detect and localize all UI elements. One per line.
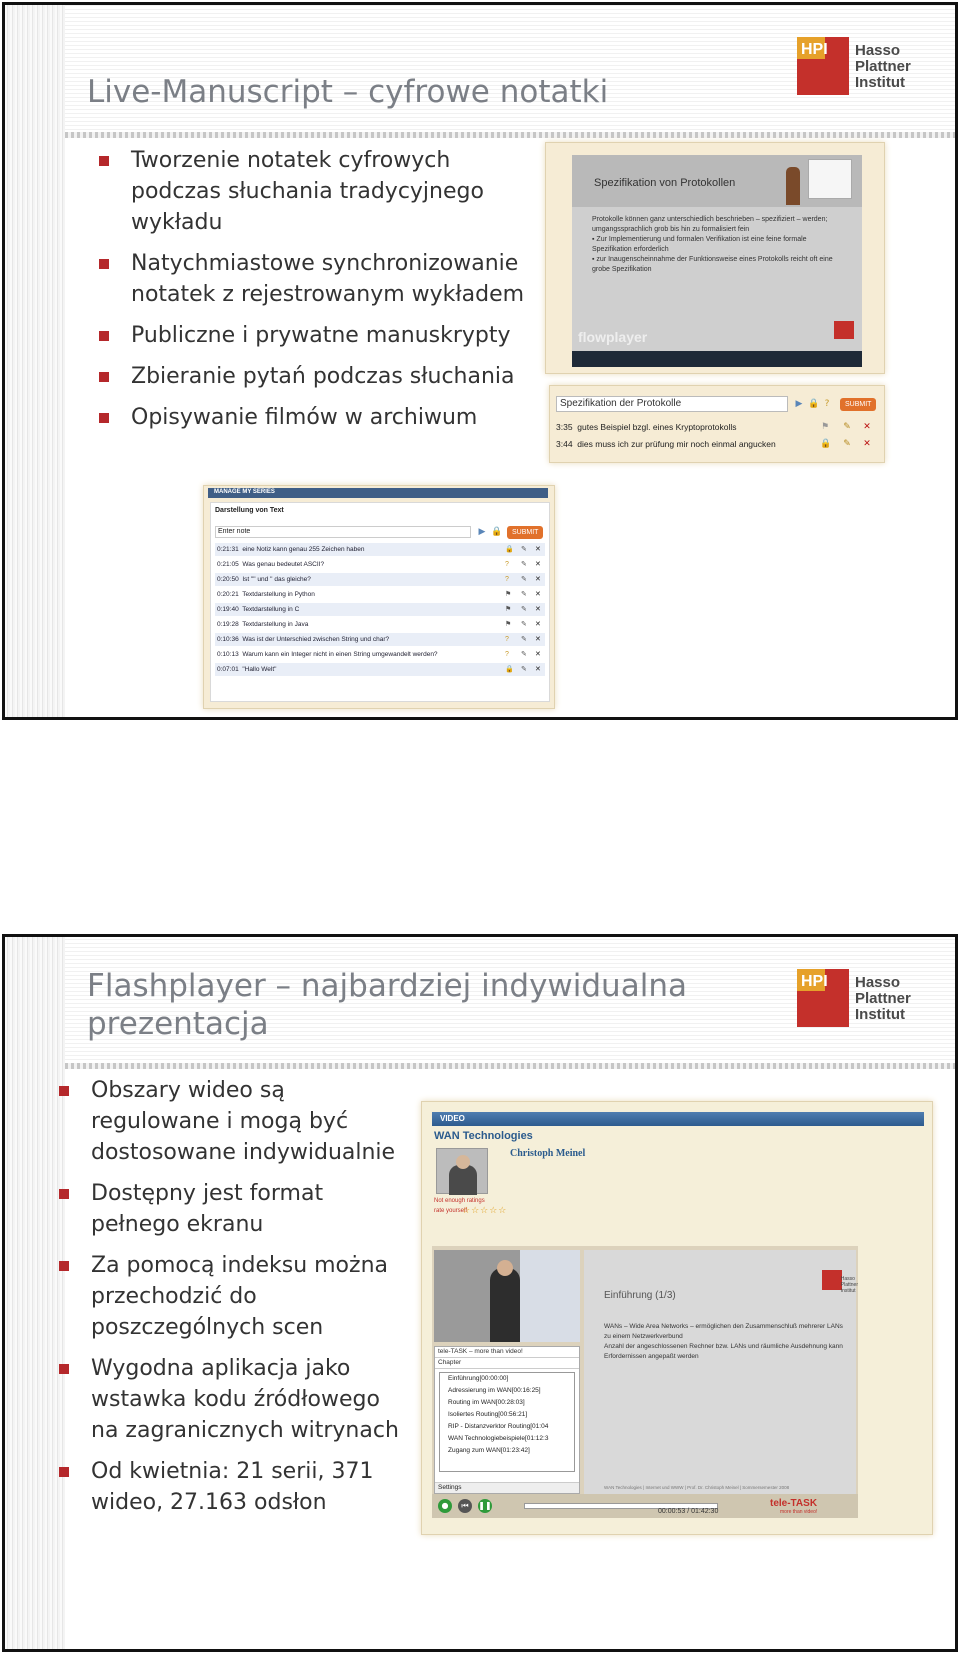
bullet-text: Natychmiastowe synchronizowanie notatek z rejestrowanym wykładem (131, 251, 525, 307)
bullet-square-icon (59, 1364, 69, 1374)
edit-icon[interactable]: ✎ (521, 636, 527, 643)
video-slide-body (592, 215, 842, 275)
question-icon[interactable]: ? (505, 576, 509, 583)
bullet-list (99, 145, 539, 443)
flag-icon[interactable]: ⚑ (505, 606, 512, 613)
logo-mark: HPI (801, 973, 828, 990)
note-time: 0:10:13 (217, 651, 239, 658)
bullet-square-icon (99, 331, 109, 341)
notes-panel-screenshot (549, 385, 885, 463)
slide-edge-decoration (5, 5, 65, 717)
delete-icon[interactable]: ✕ (535, 651, 541, 658)
lock-icon[interactable]: 🔒 (808, 399, 820, 409)
play-flag-icon[interactable]: ▶ (795, 399, 803, 409)
flag-icon[interactable]: ⚑ (505, 621, 512, 628)
play-flag-icon[interactable]: ▶ (478, 527, 486, 537)
edit-icon[interactable]: ✎ (521, 666, 527, 673)
slide-flashplayer (2, 934, 958, 1652)
bullet-item (99, 320, 539, 351)
edit-icon[interactable]: ✎ (521, 576, 527, 583)
author-photo (436, 1148, 488, 1194)
hpi-mini-logo-text: Hasso Plattner Institut (840, 1276, 858, 1294)
note-time: 0:21:31 (217, 546, 239, 553)
flashplayer-screenshot (421, 1101, 933, 1535)
chapter-panel (434, 1346, 580, 1494)
lock-icon[interactable]: 🔒 (505, 666, 514, 673)
slide-view[interactable] (584, 1250, 856, 1494)
video-slide-title: Spezifikation von Protokollen (594, 177, 736, 189)
record-icon[interactable]: ● (438, 1499, 452, 1513)
note-row[interactable] (556, 439, 776, 450)
chapter-brand: tele-TASK – more than video! (435, 1347, 579, 1358)
series-header-label: MANAGE MY SERIES (214, 489, 275, 495)
logo-line-1: Hasso (855, 974, 901, 991)
note-text: Was ist der Unterschied zwischen String und char? (242, 636, 390, 643)
title-divider (65, 1063, 955, 1069)
chapter-item[interactable]: Adressierung im WAN[00:16:25] (448, 1387, 541, 1394)
series-note-row[interactable] (215, 648, 545, 661)
video-control-bar[interactable] (572, 351, 862, 367)
logo-line-1: Hasso (855, 42, 901, 59)
note-text: Was genau bedeutet ASCII? (242, 561, 325, 568)
edit-icon[interactable]: ✎ (521, 591, 527, 598)
chapter-item[interactable]: Isoliertes Routing[00:56:21] (448, 1411, 528, 1418)
note-input[interactable]: Spezifikation der Protokolle (556, 396, 788, 412)
title-divider (65, 132, 955, 138)
note-text: Warum kann ein Integer nicht in einen String umgewandelt werden? (242, 651, 438, 658)
pause-icon[interactable]: ❚❚ (478, 1499, 492, 1513)
bullet-text: Wygodna aplikacja jako wstawka kodu źródłowego na zagranicznych witrynach (91, 1356, 399, 1443)
bullet-square-icon (99, 156, 109, 166)
manage-series-screenshot (203, 485, 555, 709)
lock-icon[interactable]: 🔒 (820, 439, 832, 449)
note-text: Textdarstellung in Python (242, 591, 315, 598)
bullet-square-icon (59, 1086, 69, 1096)
slide-view-body (604, 1322, 844, 1362)
bullet-text: Zbieranie pytań podczas słuchania (131, 364, 515, 389)
delete-icon[interactable]: ✕ (535, 621, 541, 628)
series-note-row[interactable] (215, 618, 545, 631)
bullet-item (99, 248, 539, 310)
flag-icon[interactable]: ⚑ (820, 422, 830, 432)
bullet-text: Dostępny jest format pełnego ekranu (91, 1181, 324, 1237)
series-note-row[interactable] (215, 663, 545, 676)
bullet-square-icon (59, 1467, 69, 1477)
submit-button[interactable]: SUBMIT (840, 398, 876, 411)
edit-icon[interactable]: ✎ (521, 621, 527, 628)
delete-icon[interactable]: ✕ (535, 576, 541, 583)
note-text: Textdarstellung in C (242, 606, 300, 613)
bullet-item (59, 1250, 399, 1343)
bullet-square-icon (59, 1261, 69, 1271)
bullet-square-icon (59, 1189, 69, 1199)
note-text: Textdarstellung in Java (242, 621, 309, 628)
flag-icon[interactable]: ⚑ (505, 591, 512, 598)
series-note-row[interactable] (215, 573, 545, 586)
rating-status: Not enough ratings (434, 1198, 485, 1204)
edit-icon[interactable]: ✎ (521, 546, 527, 553)
star-rating[interactable]: ☆☆☆☆☆ (462, 1206, 508, 1216)
chapter-item[interactable]: WAN Technologiebeispiele[01:12:3 (448, 1435, 549, 1442)
question-icon[interactable]: ? (824, 399, 830, 409)
chapter-item[interactable]: Routing im WAN[00:28:03] (448, 1399, 525, 1406)
bullet-item (99, 361, 539, 392)
edit-icon[interactable]: ✎ (843, 439, 851, 449)
note-text: "Hallo Welt" (242, 666, 277, 673)
note-text: eine Notiz kann genau 255 Zeichen haben (242, 546, 365, 553)
series-header (208, 488, 548, 498)
note-time: 0:19:40 (217, 606, 239, 613)
chapter-list[interactable] (439, 1372, 575, 1472)
bullet-text: Publiczne i prywatne manuskrypty (131, 323, 511, 348)
player-watermark: flowplayer (578, 329, 648, 345)
time-readout: 00:00:53 / 01:42:30 (658, 1508, 719, 1515)
series-panel (210, 502, 550, 702)
author-head (456, 1155, 470, 1169)
note-time: 0:07:01 (217, 666, 239, 673)
edit-icon[interactable]: ✎ (521, 606, 527, 613)
player-control-bar (432, 1494, 858, 1518)
question-icon[interactable]: ? (505, 651, 509, 658)
bullet-item (99, 402, 539, 433)
delete-icon[interactable]: ✕ (535, 561, 541, 568)
bullet-square-icon (99, 413, 109, 423)
note-row[interactable] (556, 422, 737, 433)
slide-view-title: Einführung (1/3) (604, 1290, 676, 1301)
video-title[interactable]: WAN Technologies (434, 1130, 533, 1142)
settings-button[interactable]: Settings (435, 1482, 579, 1493)
bullet-item (59, 1456, 399, 1518)
delete-icon[interactable]: ✕ (863, 439, 871, 449)
series-note-row[interactable] (215, 588, 545, 601)
logo-mark: HPI (801, 41, 828, 58)
slide-title: Flashplayer – najbardziej indywidualna prezentacja (87, 968, 687, 1042)
note-text: Ist "" und '' das gleiche? (242, 576, 311, 583)
slide-title: Live-Manuscript – cyfrowe notatki (87, 74, 609, 110)
note-time: 3:35 (556, 422, 573, 432)
submit-button[interactable]: SUBMIT (507, 526, 543, 539)
bullet-item (59, 1075, 399, 1168)
logo-text (855, 43, 911, 91)
delete-icon[interactable]: ✕ (863, 422, 871, 432)
chapter-label: Chapter (435, 1358, 579, 1369)
note-text: dies muss ich zur prüfung mir noch einmal angucken (577, 439, 776, 449)
slide-view-line: Anzahl der angeschlossenen Rechner bzw. LANs und räumliche Ausdehnung kann Erfordernissen angepaßt werden (604, 1343, 843, 1360)
logo-line-3: Institut (855, 74, 905, 91)
chapter-item[interactable]: RIP - Distanzverktor Routing[01:04 (448, 1423, 549, 1430)
presenter-head (497, 1260, 513, 1276)
hpi-mini-logo (822, 1270, 842, 1290)
series-note-row[interactable] (215, 633, 545, 646)
bullet-text: Tworzenie notatek cyfrowych podczas słuchania tradycyjnego wykładu (131, 148, 484, 235)
hpi-mini-logo (834, 321, 854, 339)
video-header-bar (432, 1112, 924, 1126)
edit-icon[interactable]: ✎ (521, 651, 527, 658)
lecture-video-screenshot (545, 142, 885, 374)
author-body (449, 1165, 477, 1195)
projection-wall (520, 1250, 580, 1342)
enter-note-input[interactable]: Enter note (215, 526, 471, 538)
note-time: 0:10:36 (217, 636, 239, 643)
hpi-logo (797, 37, 921, 95)
bullet-list (59, 1075, 399, 1528)
lock-icon[interactable]: 🔒 (505, 546, 514, 553)
edit-icon[interactable]: ✎ (521, 561, 527, 568)
note-time: 0:20:50 (217, 576, 239, 583)
video-slide-line: ▪ Zur Implementierung und formalen Verifikation ist eine feine formale Spezifikation erforderlich (592, 236, 807, 253)
video-slide-line: Protokolle können ganz unterschiedlich beschrieben – spezifiziert – werden; umgangssprachlich grob bis hin zu formalisiert fein (592, 216, 828, 233)
bullet-text: Opisywanie filmów w archiwum (131, 405, 478, 430)
series-note-row[interactable] (215, 603, 545, 616)
question-icon[interactable]: ? (505, 636, 509, 643)
bullet-square-icon (99, 259, 109, 269)
hpi-logo (797, 969, 921, 1027)
video-slide-line: ▪ zur Inaugenscheinnahme der Funktionsweise eines Protokolls reicht oft eine grobe Spezifikation (592, 256, 833, 273)
chapter-item[interactable]: Zugang zum WAN[01:23:42] (448, 1447, 530, 1454)
series-note-row[interactable] (215, 543, 545, 556)
rate-link[interactable]: rate yourself (434, 1208, 468, 1214)
video-header-label: VIDEO (440, 1114, 465, 1123)
logo-line-3: Institut (855, 1006, 905, 1023)
bullet-text: Za pomocą indeksu można przechodzić do poszczególnych scen (91, 1253, 388, 1340)
teletask-tagline: more than video! (780, 1509, 818, 1515)
series-title: Darstellung von Text (215, 507, 284, 514)
chapter-item[interactable]: Einführung[00:00:00] (448, 1375, 509, 1382)
logo-text (855, 975, 911, 1023)
video-author[interactable]: Christoph Meinel (510, 1148, 586, 1159)
presenter-figure (490, 1268, 520, 1342)
slide-view-line: WANs – Wide Area Networks – ermöglichen den Zusammenschluß mehrerer LANs zu einem Netzwerkverbund (604, 1323, 843, 1340)
presenter-figure (786, 167, 800, 205)
lock-icon[interactable]: 🔒 (491, 527, 503, 537)
delete-icon[interactable]: ✕ (535, 546, 541, 553)
edit-icon[interactable]: ✎ (843, 422, 851, 432)
note-time: 0:20:21 (217, 591, 239, 598)
logo-line-2: Plattner (855, 58, 911, 75)
slide-edge-decoration (5, 937, 65, 1649)
slide-view-footer: WAN Technologies | Internet und WWW | Prof. Dr. Christoph Meinel | Sommersemester 2008 (604, 1485, 790, 1490)
rewind-icon[interactable]: ⏮ (458, 1499, 472, 1513)
bullet-item (59, 1178, 399, 1240)
bullet-item (99, 145, 539, 238)
delete-icon[interactable]: ✕ (535, 591, 541, 598)
delete-icon[interactable]: ✕ (535, 666, 541, 673)
logo-line-2: Plattner (855, 990, 911, 1007)
slide-live-manuscript (2, 2, 958, 720)
series-note-row[interactable] (215, 558, 545, 571)
teletask-logo: tele-TASK (770, 1498, 818, 1509)
bullet-square-icon (99, 372, 109, 382)
note-time: 3:44 (556, 439, 573, 449)
whiteboard (808, 159, 852, 199)
bullet-item (59, 1353, 399, 1446)
bullet-text: Obszary wideo są regulowane i mogą być dostosowane indywidualnie (91, 1078, 396, 1165)
bullet-text: Od kwietnia: 21 serii, 371 wideo, 27.163 odsłon (91, 1459, 374, 1515)
camera-view[interactable] (434, 1250, 580, 1342)
video-player (432, 1246, 858, 1518)
delete-icon[interactable]: ✕ (535, 636, 541, 643)
question-icon[interactable]: ? (505, 561, 509, 568)
delete-icon[interactable]: ✕ (535, 606, 541, 613)
note-time: 0:21:05 (217, 561, 239, 568)
note-time: 0:19:28 (217, 621, 239, 628)
video-screen[interactable] (572, 155, 862, 367)
note-text: gutes Beispiel bzgl. eines Kryptoprotokolls (577, 422, 737, 432)
